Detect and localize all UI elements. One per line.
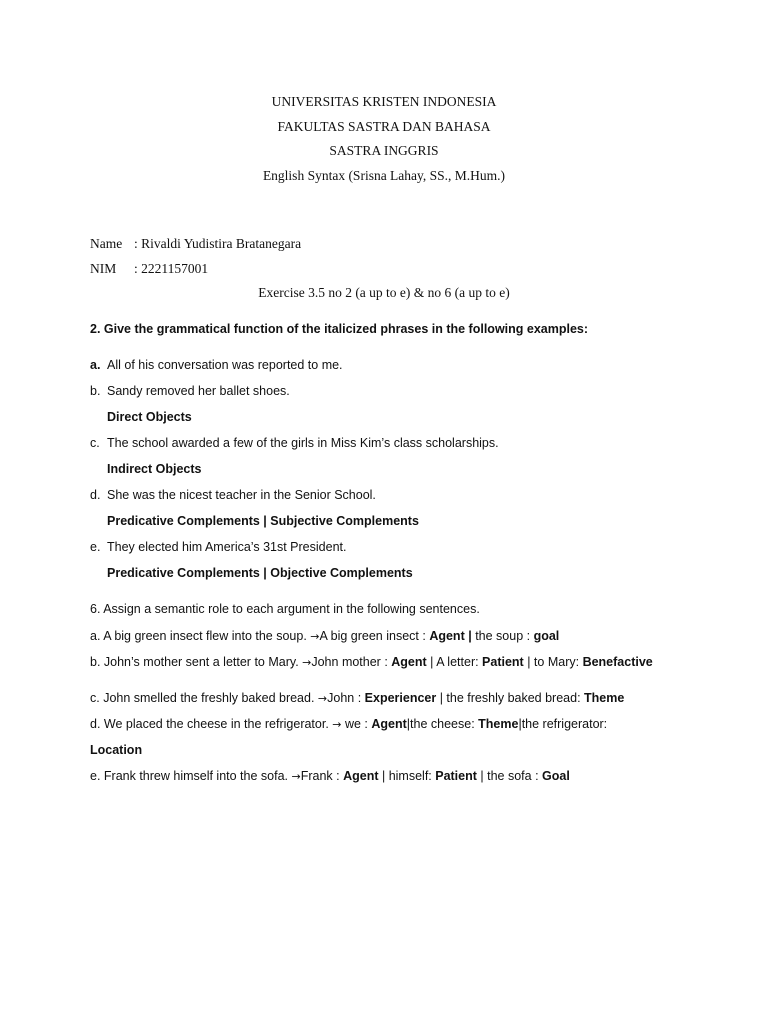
answer-text: Predicative Complements | Objective Complements [107,566,413,580]
role-text: John mother : [311,655,392,669]
question-6-item-d [90,717,607,731]
question-6-item-b [90,655,653,669]
list-item [90,436,499,450]
role-text: | A letter: [426,655,483,669]
name-value: : Rivaldi Yudistira Bratanegara [134,236,302,251]
role-label: Theme [478,717,519,731]
course-name: English Syntax (Srisna Lahay, SS., M.Hum.) [262,167,506,183]
role-label: Benefactive [582,655,653,669]
document-header [0,92,768,190]
arrow-right-icon: → [302,656,312,669]
role-text: |the refrigerator: [518,717,608,731]
nim-row [90,261,208,277]
role-label: Agent [343,769,379,783]
department-name: SASTRA INGGRIS [329,143,439,158]
question-6-item-c [90,691,624,705]
list-item [90,358,343,372]
role-label: Agent [429,629,465,643]
arrow-right-icon: → [291,770,301,783]
sentence-text: b. John’s mother sent a letter to Mary. [90,655,303,669]
arrow-right-icon: → [317,692,328,705]
nim-label: NIM [90,261,117,276]
list-item [90,540,346,554]
faculty-name: FAKULTAS SASTRA DAN BAHASA [277,118,491,134]
item-text: Sandy removed her ballet shoes. [107,384,290,398]
sentence-text: d. We placed the cheese in the refrigerator. [90,717,333,731]
sentence-text: c. John smelled the freshly baked bread. [90,691,318,705]
arrow-right-icon: → [310,630,320,643]
nim-value: : 2221157001 [134,261,209,276]
name-label: Name [90,236,123,251]
role-separator: | [464,629,476,643]
arrow-right-icon: → [332,718,342,731]
sentence-text: e. Frank threw himself into the sofa. [90,769,292,783]
role-label: Goal [542,769,570,783]
list-item [90,384,290,398]
role-text: we : [341,717,372,731]
item-text: The school awarded a few of the girls in Miss Kim’s class scholarships. [107,436,499,450]
role-text: | to Mary: [523,655,583,669]
role-label: Experiencer [364,691,437,705]
item-letter: b. [90,384,101,398]
role-label: Patient [435,769,477,783]
name-row [90,236,301,252]
role-text: |the cheese: [406,717,479,731]
role-label: Agent [371,717,407,731]
role-label: Patient [482,655,524,669]
question-6-item-e [90,769,570,783]
item-letter: a. [90,358,101,372]
question-6-item-a [90,629,559,643]
role-label: Agent [391,655,427,669]
exercise-title: Exercise 3.5 no 2 (a up to e) & no 6 (a up to e) [258,285,510,300]
question-6-title: 6. Assign a semantic role to each argument in the following sentences. [90,602,480,616]
question-2-title: 2. Give the grammatical function of the italicized phrases in the following examples: [90,322,589,336]
role-text: | the freshly baked bread: [436,691,585,705]
answer-text: Predicative Complements | Subjective Complements [107,514,419,528]
role-text: A big green insect : [319,629,430,643]
role-label: goal [533,629,560,643]
answer-text: Direct Objects [107,410,192,424]
university-name: UNIVERSITAS KRISTEN INDONESIA [271,94,497,109]
role-text: | the sofa : [476,769,543,783]
item-text: All of his conversation was reported to me. [107,358,343,372]
item-text: They elected him America’s 31st President. [107,540,347,554]
item-letter: c. [90,436,100,450]
role-text: the soup : [475,629,534,643]
list-item [90,488,376,502]
role-text: | himself: [378,769,436,783]
role-text: Frank : [300,769,344,783]
sentence-text: a. A big green insect flew into the soup. [90,629,311,643]
item-letter: e. [90,540,101,554]
answer-text: Indirect Objects [107,462,202,476]
role-label: Location [90,743,143,757]
item-text: She was the nicest teacher in the Senior School. [107,488,376,502]
role-text: John : [327,691,365,705]
role-label: Theme [584,691,625,705]
item-letter: d. [90,488,101,502]
